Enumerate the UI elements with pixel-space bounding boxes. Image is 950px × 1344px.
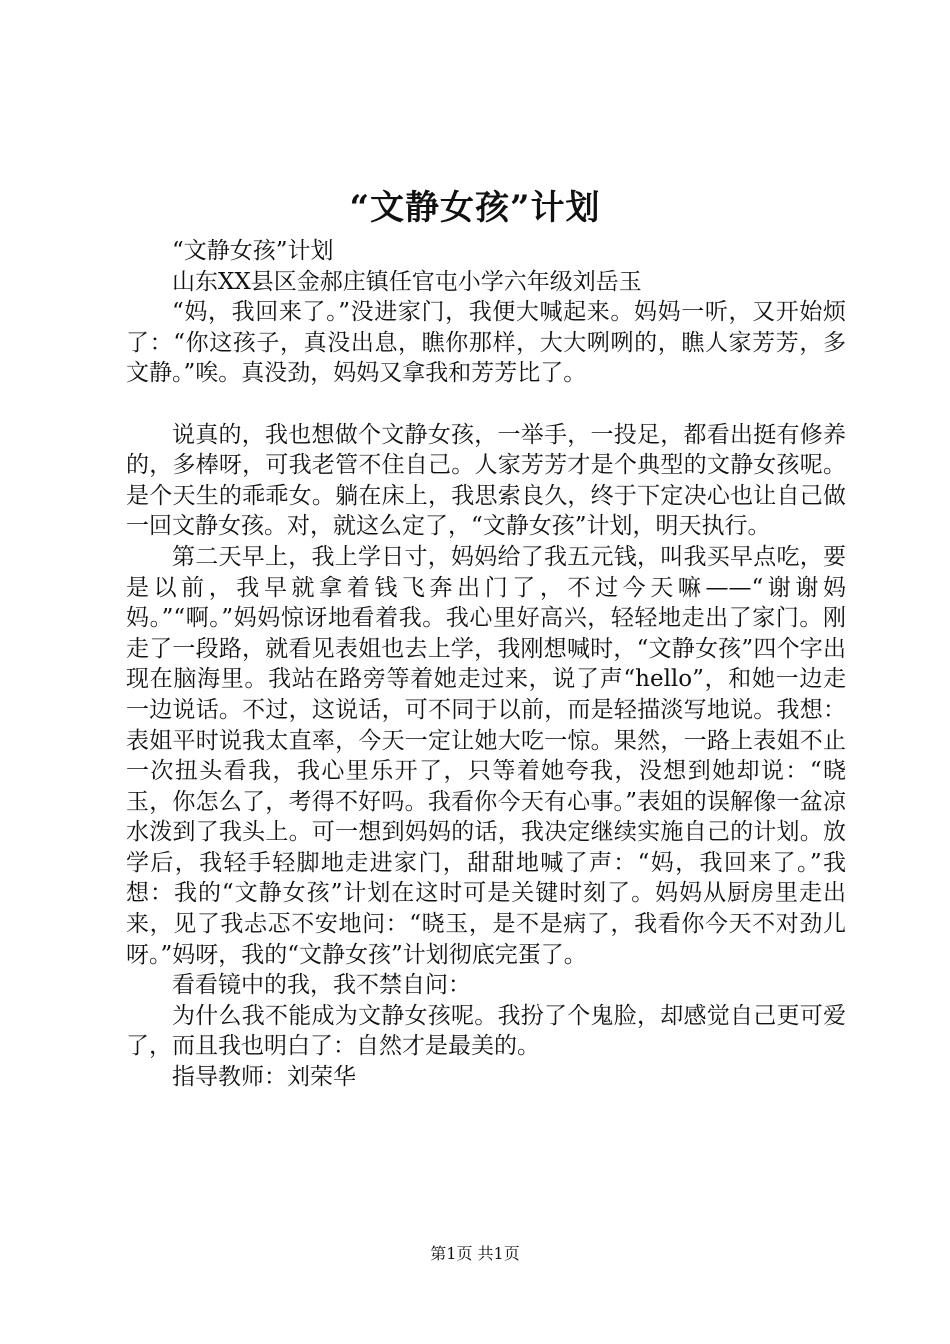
document-body <box>126 236 846 1093</box>
paragraph-subtitle: “文静女孩”计划 <box>172 238 334 264</box>
paragraph-next-day: 第二天早上，我上学日寸，妈妈给了我五元钱，叫我买早点吃，要是以前，我早就拿着钱飞奔出门了，不过今天嘛——“谢谢妈妈。”“啊。”妈妈惊讶地看着我。我心里好高兴，轻轻地走出了家门。刚走了一段路，就看见表姐也去上学，我刚想喊时，“文静女孩”四个字出现在脑海里。我站在路旁等着她走过来，说了声“hello”，和她一边走一边说话。不过，这说话，可不同于以前，而是轻描淡写地说。我想：表姐平时说我太直率，今天一定让她大吃一惊。果然，一路上表姐不止一次扭头看我，我心里乐开了，只等着她夸我，没想到她却说：“晓玉，你怎么了，考得不好吗。我看你今天有心事。”表姐的误解像一盆凉水泼到了我头上。可一想到妈妈的话，我决定继续实施自己的计划。放学后，我轻手轻脚地走进家门，甜甜地喊了声：“妈，我回来了。”我想：我的“文静女孩”计划在这时可是关键时刻了。妈妈从厨房里走出来，见了我忐忑不安地问：“晓玉，是不是病了，我看你今天不对劲儿呀。”妈呀，我的“文静女孩”计划彻底完蛋了。 <box>126 543 846 968</box>
paragraph-resolution: 说真的，我也想做个文静女孩，一举手，一投足，都看出挺有修养的，多棒呀，可我老管不住自己。人家芳芳才是个典型的文静女孩呢。是个天生的乖乖女。躺在床上，我思索良久，终于下定决心也让自己做一回文静女孩。对，就这么定了，“文静女孩”计划，明天执行。 <box>126 421 846 540</box>
document-title: “文静女孩”计划 <box>349 188 601 228</box>
page-footer: 第1页 共1页 <box>430 1244 520 1263</box>
paragraph-opening: “妈，我回来了。”没进家门，我便大喊起来。妈妈一听，又开始烦了：“你这孩子，真没出息，瞧你那样，大大咧咧的，瞧人家芳芳，多文静。”唉。真没劲，妈妈又拿我和芳芳比了。 <box>126 299 846 387</box>
paragraph-conclusion: 为什么我不能成为文静女孩呢。我扮了个鬼脸，却感觉自己更可爱了，而且我也明白了：自然才是最美的。 <box>126 1002 846 1060</box>
paragraph-author: 山东XX县区金郝庄镇任官屯小学六年级刘岳玉 <box>172 268 642 295</box>
paragraph-mirror: 看看镜中的我，我不禁自问： <box>172 972 471 999</box>
paragraph-teacher: 指导教师：刘荣华 <box>172 1064 356 1091</box>
